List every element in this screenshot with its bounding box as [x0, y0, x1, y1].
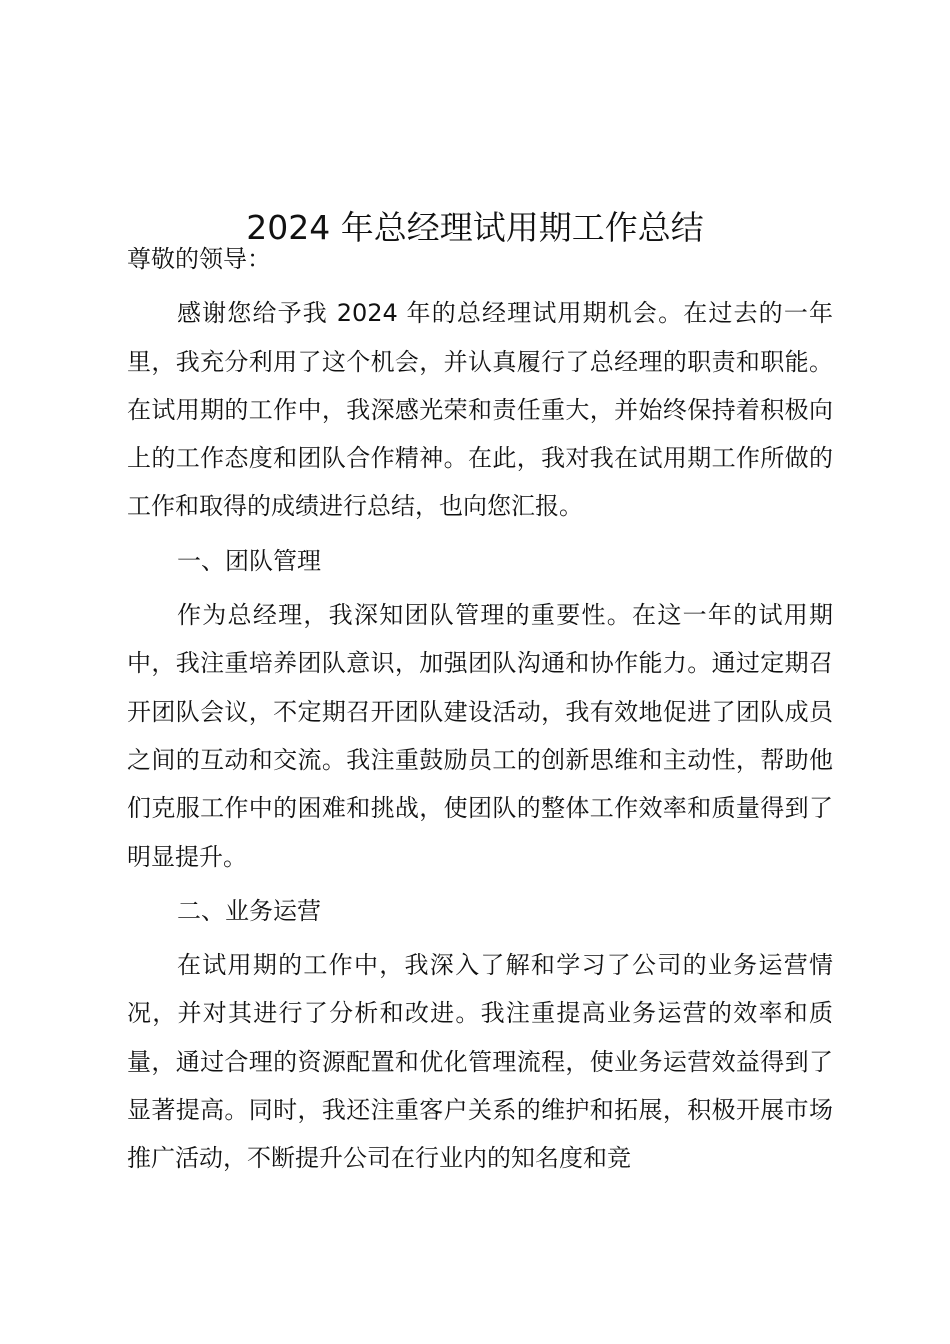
document-body	[127, 235, 833, 1189]
section-heading-business-operations: 二、业务运营	[177, 896, 321, 925]
salutation: 尊敬的领导：	[127, 245, 271, 273]
document-title: 2024 年总经理试用期工作总结	[246, 208, 704, 248]
section-paragraph-business-operations: 在试用期的工作中，我深入了解和学习了公司的业务运营情况，并对其进行了分析和改进。我注重提高业务运营的效率和质量，通过合理的资源配置和优化管理流程，使业务运营效益得到了显著提高。同时，我还注重客户关系的维护和拓展，积极开展市场推广活动，不断提升公司在行业内的知名度和竞	[127, 951, 833, 1173]
section-heading-team-management: 一、团队管理	[177, 546, 321, 575]
intro-paragraph: 感谢您给予我 2024 年的总经理试用期机会。在过去的一年里，我充分利用了这个机会，并认真履行了总经理的职责和职能。在试用期的工作中，我深感光荣和责任重大，并始终保持着积极向上的工作态度和团队合作精神。在此，我对我在试用期工作所做的工作和取得的成绩进行总结，也向您汇报。	[127, 299, 833, 521]
section-paragraph-team-management: 作为总经理，我深知团队管理的重要性。在这一年的试用期中，我注重培养团队意识，加强团队沟通和协作能力。通过定期召开团队会议，不定期召开团队建设活动，我有效地促进了团队成员之间的互动和交流。我注重鼓励员工的创新思维和主动性，帮助他们克服工作中的困难和挑战，使团队的整体工作效率和质量得到了明显提升。	[127, 601, 833, 871]
